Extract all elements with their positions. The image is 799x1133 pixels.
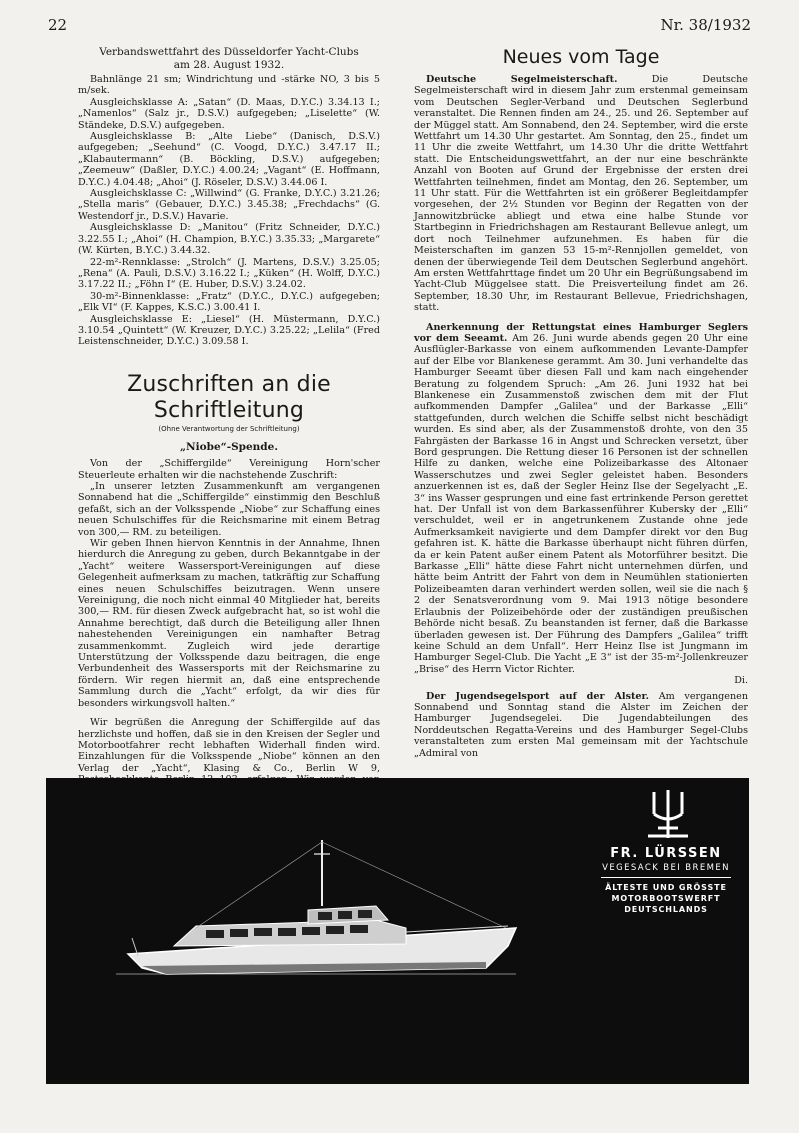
regatta-paragraph: Ausgleichsklasse C: „Willwind“ (G. Franke, D.Y.C.) 3.21.26; „Stella maris“ (Gebauer, D.Y.C.) 3.45.38; „Frechdachs“ (G. Westendorf jr., D.S.V.) Havarie.: [78, 188, 380, 222]
issue-number: Nr. 38/1932: [660, 16, 751, 34]
luerssen-emblem-icon: [648, 790, 688, 838]
news-item-1: [414, 74, 748, 314]
news-item-3-title: Der Jugendsegelsport auf der Alster.: [426, 690, 650, 702]
slogan-line-2: MOTORBOOTSWERFT: [611, 894, 721, 903]
regatta-paragraph: 22-m²-Rennklasse: „Strolch“ (J. Martens, D.S.V.) 3.25.05; „Rena“ (A. Pauli, D.S.V.) 3.16.22 I.; „Küken“ (H. Wolff, D.Y.C.) 3.17.22 II.; „Föhn I“ (E. Huber, D.S.V.) 3.24.02.: [78, 256, 380, 291]
letters-heading: Zuschriften an die Schriftleitung: [127, 371, 331, 423]
news-item-1-text: Die Deutsche Segelmeisterschaft wird in diesem Jahr zum erstenmal gemeinsam vom Deutschen Segler-Verband und Deutschen Seglerbund veranstaltet. Die Rennen finden am 24., 25. und 26. September auf der Müggel statt. Am Sonnabend, den 24. September, wird die erste Wettfahrt um 14.30 Uhr gestartet. Am Sonntag, den 25., findet um 11 Uhr die zweite Wettfahrt, um 14.30 Uhr die dritte Wettfahrt statt. Die Entscheidungswettfahrt, an der nur eine beschränkte Anzahl von Booten auf Grund der Ergebnisse der ersten drei Wettfahrten teilnehmen, findet am Montag, den 26. September, um 11 Uhr statt. Für die Wettfahrten ist ein größerer Begleitdampfer vorgesehen, der 2½ Stunden vor Beginn der Regatten von der Jannowitzbrücke abliegt und etwa eine halbe Stunde vor Startbeginn in Friedrichshagen am Restaurant Bellevue anlegt, um dort noch Teilnehmer aufzunehmen. Es haben für die Meisterschaften im ganzen 53 15-m²-Rennjollen gemeldet, von denen der überwiegende Teil dem Deutschen Seglerbund angehört. Am ersten Wettfahrttage findet um 20 Uhr ein Begrüßungsabend im Yacht-Club Müggelsee statt. Die Preisverteilung findet am 26. September, 18.30 Uhr, im Restaurant Bellevue, Friedrichshagen, statt.: [414, 74, 748, 314]
regatta-paragraph: Ausgleichsklasse E: „Liesel“ (H. Müstermann, D.Y.C.) 3.10.54 „Quintett“ (W. Kreuzer, D.Y.C.) 3.25.22; „Lelila“ (Fred Leistenschneider, D.Y.C.) 3.09.58 I.: [78, 313, 380, 348]
news-item-2-title: Anerkennung der Rettungstat eines Hamburger Seglers vor dem Seeamt.: [414, 321, 748, 344]
luerssen-advertisement: [46, 778, 749, 1084]
letters-subheading: (Ohne Verantwortung der Schriftleitung): [158, 424, 300, 433]
letter-paragraph: Von der „Schiffergilde“ Vereinigung Horn'scher Steuerleute erhalten wir die nachstehende Zuschrift:: [78, 458, 380, 481]
regatta-paragraph: Ausgleichsklasse A: „Satan“ (D. Maas, D.Y.C.) 3.34.13 I.; „Namenlos“ (Salz jr., D.S.V.) aufgegeben; „Liselette“ (W. Ständeke, D.S.V.) aufgegeben.: [78, 96, 380, 131]
luerssen-brand-block: [591, 846, 741, 915]
company-name: FR. LÜRSSEN: [610, 846, 722, 861]
letter-paragraph: „In unserer letzten Zusammenkunft am vergangenen Sonnabend hat die „Schiffergilde“ einstimmig den Beschluß gefaßt, sich an der Volksspende „Niobe“ zur Schaffung eines neuen Schulschiffes für die Reichsmarine mit einem Betrag von 300,— RM. zu beteiligen.: [78, 480, 380, 538]
news-item-2-signature: Di.: [734, 675, 748, 687]
regatta-title: [78, 46, 380, 71]
right-column: [414, 46, 748, 759]
regatta-paragraph: Ausgleichsklasse D: „Manitou“ (Fritz Schneider, D.Y.C.) 3.22.55 I.; „Ahoi“ (H. Champion, B.Y.C.) 3.35.33; „Margarete“ (W. Kürten, B.Y.C.) 3.44.32.: [78, 222, 380, 257]
news-item-3: [414, 691, 748, 759]
regatta-paragraph: 30-m²-Binnenklasse: „Fratz“ (D.Y.C., D.Y.C.) aufgegeben; „Elk VI“ (F. Kappes, K.S.C.) 3.00.41 I.: [78, 290, 380, 314]
regatta-title-line-2: am 28. August 1932.: [173, 58, 285, 71]
left-column: [78, 46, 380, 808]
news-item-2: [414, 322, 748, 676]
slogan-line-3: DEUTSCHLANDS: [624, 905, 708, 914]
slogan-line-1: ÄLTESTE UND GRÖSSTE: [605, 883, 727, 892]
news-item-1-title: Deutsche Segelmeisterschaft.: [426, 74, 618, 85]
letter-title: „Niobe“-Spende.: [180, 441, 278, 454]
regatta-paragraph: Ausgleichsklasse B: „Alte Liebe“ (Danisch, D.S.V.) aufgegeben; „Seehund“ (C. Voogd, D.Y.C.) 3.47.17 II.; „Klabautermann“ (B. Böckling, D.S.V.) aufgegeben; „Zeemeuw“ (Daßler, D.Y.C.) 4.00.24; „Vagant“ (E. Hoffmann, D.Y.C.) 4.04.48; „Ahoi“ (J. Röseler, D.S.V.) 3.44.06 I.: [78, 131, 380, 188]
company-place: VEGESACK BEI BREMEN: [602, 863, 730, 873]
news-item-3-text: Am vergangenen Sonnabend und Sonntag stand die Alster im Zeichen der Hamburger Jugendsegelei. Die Jugendabteilungen des Norddeutschen Regatta-Vereins und des Hamburger Segel-Clubs veranstalteten zum ersten Mal gemeinsam mit der Yachtschule „Admiral von: [414, 690, 748, 759]
regatta-title-line-1: Verbandswettfahrt des Düsseldorfer Yacht-Clubs: [99, 46, 359, 58]
news-item-2-text: Am 26. Juni wurde abends gegen 20 Uhr eine Ausflügler-Barkasse von einem aufkommenden Levante-Dampfer auf der Elbe vor Blankenese gerammt. Am 30. Juni verhandelte das Hamburger Seeamt über diesen Fall und kam nach eingehender Beratung zu folgendem Spruch: „Am 26. Juni 1932 hat bei Blankenese ein Zusammenstoß zwischen dem mit der Flut aufkommenden Dampfer „Galilea“ und der Barkasse „Elli“ stattgefunden, durch welchen die Schiffe selbst nicht beschädigt wurden. Es sind aber, als der Zusammenstoß drohte, von den 35 Fahrgästen der Barkasse 16 in Angst und Schrecken versetzt, über Bord gesprungen. Die Rettung dieser 16 Personen ist der schnellen Hilfe zu danken, welche eine Polizeibarkasse des Altonaer Wasserschutzes und zwei Segler geleistet haben. Besonders anzuerkennen ist es, daß der Segler Heinz Ilse der Segelyacht „E. 3“ ins Wasser gesprungen und eine fast ertrinkende Person gerettet hat. Der Unfall ist von dem Barkassenführer Kubersky der „Elli“ verschuldet, weil er in angetrunkenem Zustande ohne jede Aufmerksamkeit navigierte und dem Dampfer direkt vor den Bug gefahren ist. K. hätte die Barkasse überhaupt nicht führen dürfen, da er kein Patent außer einem Patent als Motorführer besitzt. Die Barkasse „Elli“ hätte diese Fahrt nicht unternehmen dürfen, und hätte beim Antritt der Fahrt von dem in Neumühlen stationierten Polizeibeamten daran verhindert werden sollen, weil sie die nach § 2 der Senatsverordnung vom 9. Mai 1913 nötige besondere Erlaubnis der Polizeibehörde oder der zuständigen preußischen Behörde nicht besaß. Zu beanstanden ist ferner, daß die Barkasse überladen gewesen ist. Der Führung des Dampfers „Galilea“ trifft keine Schuld an dem Unfall“. Herr Heinz Ilse ist Jungmann im Hamburger Segel-Club. Die Yacht „E 3“ ist der 35-m²-Jollenkreuzer „Brise“ des Herrn Victor Richter.: [414, 332, 748, 675]
news-heading: Neues vom Tage: [502, 46, 660, 68]
letter-paragraph: Wir geben Ihnen hiervon Kenntnis in der Annahme, Ihnen hierdurch die Anregung zu geben, durch Bekanntgabe in der „Yacht“ weitere Wassersport-Vereinigungen auf diese Gelegenheit aufmerksam zu machen, tatkräftig zur Schaffung eines neuen Schulschiffes beizutragen. Wenn unsere Vereinigung, die noch nicht einmal 40 Mitglieder hat, bereits 300,— RM. für diesen Zweck aufgebracht hat, so ist wohl die Annahme berechtigt, daß durch die Beteiligung aller Ihnen nahestehenden Vereinigungen ein namhafter Betrag zusammenkommt. Zugleich wird jede derartige Unterstützung der Volksspende dazu beitragen, die enge Verbundenheit des Wassersports mit der Reichsmarine zu fördern. Wir regen hiermit an, daß eine entsprechende Sammlung durch die „Yacht“ erfolgt, da wir dies für besonders wirkungsvoll halten.“: [78, 538, 380, 709]
letter-paragraph: Wir begrüßen die Anregung der Schiffergilde auf das herzlichste und hoffen, daß sie in den Kreisen der Segler und Motorbootfahrer recht lebhaften Widerhall finden wird. Einzahlungen für die Volksspende „Niobe“ können an den Verlag der „Yacht“, Klasing & Co., Berlin W 9,: [78, 717, 380, 774]
motor-yacht-illustration: [46, 778, 749, 1084]
page-number: 22: [48, 16, 68, 34]
regatta-paragraph: Bahnlänge 21 sm; Windrichtung und -stärke NO, 3 bis 5 m/sek.: [78, 74, 380, 97]
